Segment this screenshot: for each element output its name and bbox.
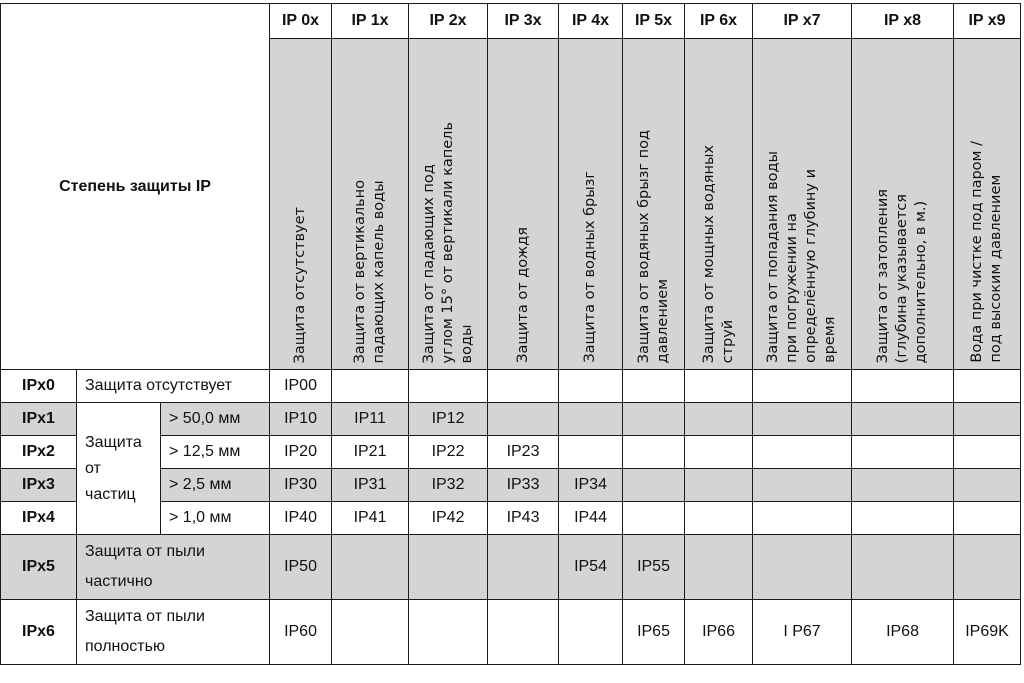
col-desc-text: Защита от затопления (глубина указывается дополнительно, в м.)	[875, 188, 930, 363]
col-header-code: IP 2x	[409, 4, 488, 39]
table-title: Степень защиты IP	[1, 4, 270, 370]
table-cell	[685, 403, 753, 436]
table-cell: IP33	[488, 469, 559, 502]
row-size: > 12,5 мм	[161, 436, 270, 469]
table-cell	[559, 436, 623, 469]
row-desc: Защита отсутствует	[77, 370, 270, 403]
col-desc-text: Защита от попадания воды при погружении на определённую глубину и время	[765, 151, 839, 363]
table-cell	[623, 469, 685, 502]
row-label: IPx5	[1, 535, 77, 600]
col-desc-text: Защита от водяных брызг под давлением	[635, 129, 671, 363]
table-cell	[685, 436, 753, 469]
col-header-code: IP 6x	[685, 4, 753, 39]
table-cell	[332, 370, 409, 403]
row-desc	[77, 535, 270, 600]
table-cell	[332, 535, 409, 600]
table-row	[1, 535, 1021, 600]
row-label: IPx1	[1, 403, 77, 436]
row-size: > 2,5 мм	[161, 469, 270, 502]
table-row	[1, 370, 1021, 403]
table-cell	[623, 370, 685, 403]
table-cell: IP43	[488, 502, 559, 535]
col-header-code: IP 5x	[623, 4, 685, 39]
table-cell	[753, 502, 852, 535]
table-cell: IP23	[488, 436, 559, 469]
table-cell	[685, 469, 753, 502]
table-cell	[753, 469, 852, 502]
ip-protection-table	[0, 3, 1021, 665]
table-cell	[954, 469, 1021, 502]
table-cell: IP68	[852, 600, 954, 665]
table-cell: IP65	[623, 600, 685, 665]
table-cell	[623, 403, 685, 436]
col-header-code: IP 4x	[559, 4, 623, 39]
col-header-desc	[559, 39, 623, 370]
col-header-desc	[954, 39, 1021, 370]
table-cell: IP12	[409, 403, 488, 436]
table-cell: IP40	[270, 502, 332, 535]
row-label: IPx6	[1, 600, 77, 665]
table-cell	[852, 502, 954, 535]
col-header-desc	[332, 39, 409, 370]
table-cell: IP00	[270, 370, 332, 403]
header-codes-row	[1, 4, 1021, 39]
table-cell: IP55	[623, 535, 685, 600]
col-header-code: IP x8	[852, 4, 954, 39]
table-cell	[954, 535, 1021, 600]
particles-label-line: частиц	[85, 485, 136, 503]
table-cell: IP20	[270, 436, 332, 469]
table-row	[1, 600, 1021, 665]
table-cell: IP10	[270, 403, 332, 436]
col-header-code: IP 3x	[488, 4, 559, 39]
table-cell	[954, 436, 1021, 469]
table-cell	[488, 600, 559, 665]
table-cell	[954, 370, 1021, 403]
col-header-desc	[409, 39, 488, 370]
table-cell: IP44	[559, 502, 623, 535]
table-cell	[488, 403, 559, 436]
table-cell: IP32	[409, 469, 488, 502]
table-cell	[623, 502, 685, 535]
particles-label-line: Защита	[85, 433, 142, 451]
table-cell	[753, 403, 852, 436]
col-desc-text: Вода при чистке под паром / под высоким давлением	[969, 141, 1005, 363]
col-header-code: IP x7	[753, 4, 852, 39]
col-desc-text: Защита от мощных водяных струй	[700, 144, 736, 363]
row-size: > 50,0 мм	[161, 403, 270, 436]
table-cell	[753, 436, 852, 469]
table-cell	[852, 469, 954, 502]
row-desc-line: Защита от пыли	[85, 608, 205, 625]
row-size: > 1,0 мм	[161, 502, 270, 535]
col-desc-text: Защита от вертикально падающих капель воды	[352, 179, 388, 363]
table-cell	[852, 535, 954, 600]
col-header-desc	[488, 39, 559, 370]
table-cell	[852, 403, 954, 436]
col-desc-text: Защита от водных брызг	[582, 171, 599, 363]
col-header-desc	[753, 39, 852, 370]
table-cell	[409, 370, 488, 403]
table-cell: IP22	[409, 436, 488, 469]
row-desc-line: полностью	[85, 638, 165, 655]
table-cell: IP66	[685, 600, 753, 665]
table-cell	[488, 535, 559, 600]
col-desc-text: Защита от падающих под углом 15° от вертикали капель воды	[420, 121, 475, 363]
row-desc-line: частично	[85, 573, 153, 590]
col-header-desc	[623, 39, 685, 370]
table-cell: IP69K	[954, 600, 1021, 665]
table-cell: IP30	[270, 469, 332, 502]
table-cell: IP42	[409, 502, 488, 535]
col-header-desc	[685, 39, 753, 370]
table-cell: IP34	[559, 469, 623, 502]
table-cell	[559, 600, 623, 665]
table-cell: IP50	[270, 535, 332, 600]
table-cell	[409, 535, 488, 600]
table-cell	[685, 370, 753, 403]
table-cell: IP60	[270, 600, 332, 665]
table-cell	[488, 370, 559, 403]
table-cell	[954, 502, 1021, 535]
table-cell	[753, 535, 852, 600]
col-header-desc	[852, 39, 954, 370]
table-cell	[685, 502, 753, 535]
col-header-code: IP x9	[954, 4, 1021, 39]
table-cell: I P67	[753, 600, 852, 665]
row-desc-line: Защита от пыли	[85, 543, 205, 560]
table-cell: IP21	[332, 436, 409, 469]
col-header-code: IP 0x	[270, 4, 332, 39]
table-cell	[559, 370, 623, 403]
row-label: IPx4	[1, 502, 77, 535]
table-cell: IP11	[332, 403, 409, 436]
particles-label	[77, 403, 161, 535]
table-cell	[852, 436, 954, 469]
table-cell	[954, 403, 1021, 436]
table-cell	[852, 370, 954, 403]
col-desc-text: Защита от дождя	[514, 227, 531, 363]
particles-label-line: от	[85, 459, 101, 477]
table-cell: IP31	[332, 469, 409, 502]
table-cell	[409, 600, 488, 665]
col-desc-text: Защита отсутствует	[292, 206, 309, 363]
row-desc	[77, 600, 270, 665]
table-row	[1, 403, 1021, 436]
table-cell: IP41	[332, 502, 409, 535]
col-header-code: IP 1x	[332, 4, 409, 39]
table-cell	[753, 370, 852, 403]
table-cell	[559, 403, 623, 436]
row-label: IPx3	[1, 469, 77, 502]
row-label: IPx0	[1, 370, 77, 403]
row-label: IPx2	[1, 436, 77, 469]
col-header-desc	[270, 39, 332, 370]
table-cell: IP54	[559, 535, 623, 600]
table-cell	[332, 600, 409, 665]
table-cell	[623, 436, 685, 469]
table-cell	[685, 535, 753, 600]
